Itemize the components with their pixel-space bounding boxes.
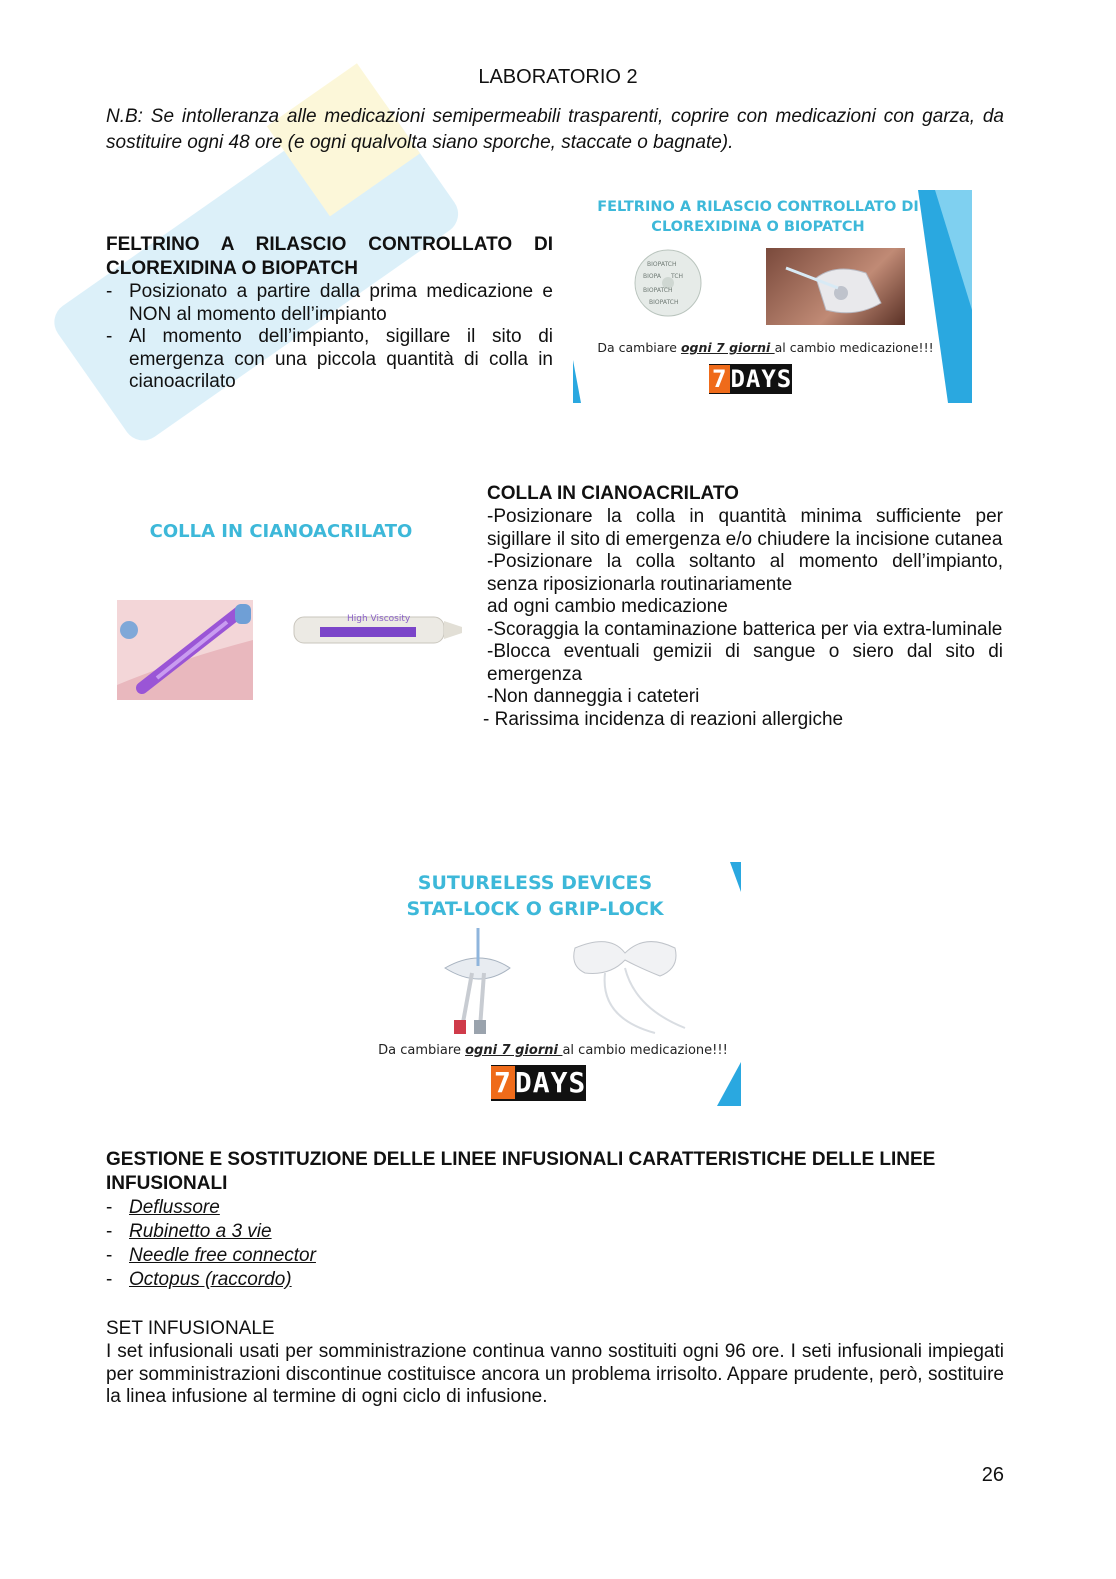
set-paragraph: I set infusionali usati per somministrazione continua vanno sostituiti ogni 96 ore. I seti infusionali impiegati per somministrazioni discontinue costituisce ancora un problema irrisolto. Appare prudente, però, sostituire la linea infusione al termine di ogni ciclo di infusione. bbox=[106, 1341, 1004, 1407]
caption-text: al cambio medicazione!!! bbox=[774, 340, 934, 355]
caption-text: Da cambiare bbox=[597, 340, 681, 355]
colla-slide-title: COLLA IN CIANOACRILATO bbox=[149, 521, 413, 542]
sutureless-slide-title bbox=[365, 870, 705, 922]
slide-title-line: STAT-LOCK O GRIP-LOCK bbox=[406, 898, 664, 920]
colla-line: - Rarissima incidenza di reazioni allergiche bbox=[483, 708, 844, 730]
colla-heading: COLLA IN CIANOACRILATO bbox=[487, 483, 739, 504]
set-heading: SET INFUSIONALE bbox=[106, 1318, 275, 1339]
svg-text:TCH: TCH bbox=[671, 273, 684, 280]
svg-text:BIOPA: BIOPA bbox=[643, 273, 661, 280]
biopatch-caption bbox=[593, 340, 938, 355]
sutureless-caption bbox=[365, 1043, 741, 1058]
set-section bbox=[106, 1317, 1004, 1409]
list-item: - Al momento dell’impianto, sigillare il sito di emergenza con una piccola quantità di colla in cianoacrilato bbox=[106, 326, 553, 394]
gestione-section bbox=[106, 1148, 1004, 1292]
tube-label: High Viscosity bbox=[347, 614, 411, 624]
page-title: LABORATORIO 2 bbox=[478, 66, 638, 88]
caption-emphasis: ogni 7 giorni bbox=[465, 1043, 563, 1058]
colla-line: -Scoraggia la contaminazione batterica per via extra-luminale bbox=[487, 618, 1003, 640]
list-item bbox=[106, 1268, 1004, 1292]
colla-line: -Posizionare la colla soltanto al momento dell’impianto, senza riposizionarla routinariamente bbox=[487, 551, 1003, 595]
slide-title-line: CLOREXIDINA O BIOPATCH bbox=[651, 219, 865, 235]
biopatch-slide bbox=[573, 190, 972, 403]
slide-title-line: SUTURELESS DEVICES bbox=[417, 872, 653, 894]
colla-slide bbox=[106, 505, 468, 745]
colla-line: -Blocca eventuali gemizii di sangue o siero dal sito di emergenza bbox=[487, 641, 1003, 685]
biopatch-slide-title bbox=[573, 197, 943, 237]
feltrino-list bbox=[106, 281, 553, 394]
list-item bbox=[106, 1196, 1004, 1220]
colla-lines bbox=[483, 506, 1003, 731]
badge-number: 7 bbox=[709, 365, 730, 393]
list-item bbox=[106, 1244, 1004, 1268]
glue-tube-image bbox=[292, 613, 464, 647]
page-number: 26 bbox=[981, 1464, 1004, 1486]
sutureless-slide bbox=[365, 862, 741, 1106]
dressing-shape-icon bbox=[766, 248, 905, 325]
svg-text:BIOPATCH: BIOPATCH bbox=[647, 261, 677, 268]
slide-title-line: FELTRINO A RILASCIO CONTROLLATO DI bbox=[597, 199, 919, 215]
seven-days-badge bbox=[709, 364, 792, 394]
colla-line: -Posizionare la colla in quantità minima sufficiente per sigillare il sito di emergenza e/o chiudere la incisione cutanea bbox=[487, 506, 1003, 550]
badge-number: 7 bbox=[491, 1066, 515, 1099]
svg-text:BIOPATCH: BIOPATCH bbox=[643, 287, 673, 294]
caption-text: Da cambiare bbox=[378, 1043, 466, 1058]
gestione-heading: GESTIONE E SOSTITUZIONE DELLE LINEE INFUSIONALI CARATTERISTICHE DELLE LINEE INFUSIONALI bbox=[106, 1149, 936, 1194]
statlock-device-image bbox=[440, 928, 520, 1038]
list-item bbox=[106, 1220, 1004, 1244]
colla-line: ad ogni cambio medicazione bbox=[487, 596, 728, 617]
caption-emphasis: ogni 7 giorni bbox=[680, 340, 775, 355]
deflussore-link[interactable]: Deflussore bbox=[129, 1197, 220, 1218]
badge-word: DAYS bbox=[514, 1066, 587, 1099]
colla-section bbox=[483, 482, 1003, 731]
note-paragraph: N.B: Se intolleranza alle medicazioni semipermeabili trasparenti, coprire con medicazioni con garza, da sostituire ogni 48 ore (e ogni qualvolta siano sporche, staccate o bagnate). bbox=[106, 106, 1004, 153]
colla-line: -Non danneggia i cateteri bbox=[487, 686, 700, 707]
badge-word: DAYS bbox=[730, 365, 793, 393]
feltrino-heading: FELTRINO A RILASCIO CONTROLLATO DI CLOREXIDINA O BIOPATCH bbox=[106, 234, 553, 279]
feltrino-section bbox=[106, 233, 553, 394]
biopatch-disc-image bbox=[633, 248, 703, 318]
biopatch-photo bbox=[766, 248, 905, 325]
gestione-list bbox=[106, 1196, 1004, 1292]
list-item: - Posizionato a partire dalla prima medicazione e NON al momento dell’impianto bbox=[106, 281, 553, 326]
rubinetto-link[interactable]: Rubinetto a 3 vie bbox=[129, 1221, 272, 1242]
seven-days-badge bbox=[491, 1065, 586, 1101]
glue-application-photo bbox=[117, 600, 253, 700]
svg-text:BIOPATCH: BIOPATCH bbox=[649, 299, 679, 306]
caption-text: al cambio medicazione!!! bbox=[562, 1043, 728, 1058]
glue-applicator-icon bbox=[117, 600, 253, 700]
octopus-link[interactable]: Octopus (raccordo) bbox=[129, 1269, 292, 1290]
needle-free-link[interactable]: Needle free connector bbox=[129, 1245, 316, 1266]
griplock-device-image bbox=[565, 928, 695, 1038]
